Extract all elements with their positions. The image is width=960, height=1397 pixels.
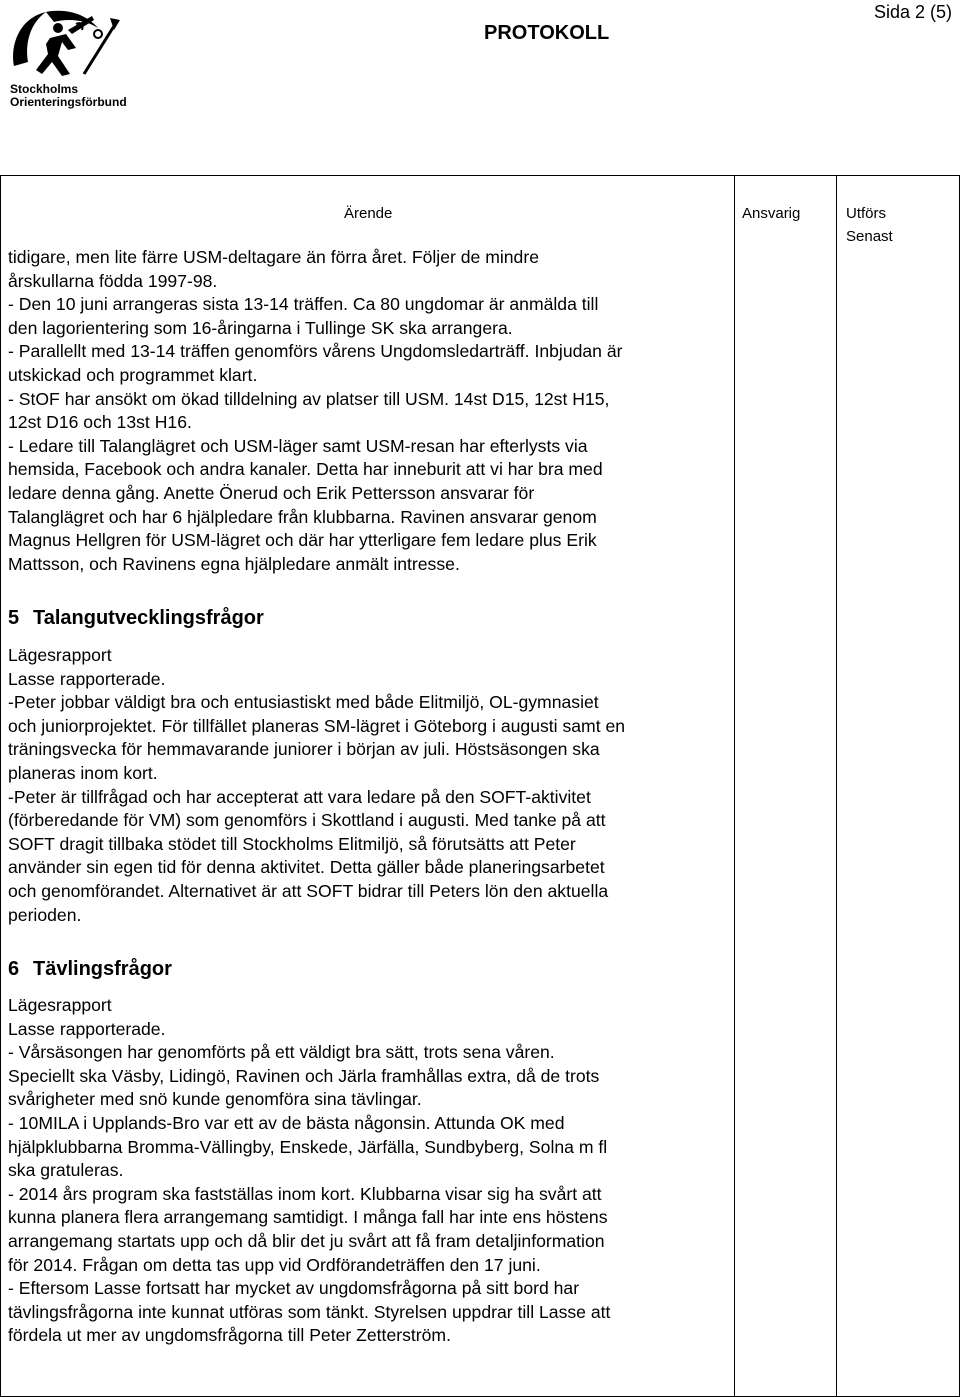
text-line: - 2014 års program ska fastställas inom kort. Klubbarna visar sig ha svårt att [8,1183,602,1204]
text-line: - Vårsäsongen har genomförts på ett väldigt bra sätt, trots sena våren. [8,1042,555,1063]
table-border-left [0,175,1,1397]
logo-line-2: Orienteringsförbund [10,95,127,109]
column-header-arende: Ärende [344,205,393,222]
text-line: kunna planera flera arrangemang samtidigt. I många fall har inte ens höstens [8,1207,608,1228]
text-line: fördela ut mer av ungdomsfrågorna till Peter Zetterström. [8,1325,451,1346]
text-line: 12st D16 och 13st H16. [8,412,192,433]
column-header-senast: Senast [846,228,893,245]
logo-line-1: Stockholms [10,82,79,96]
text-line: - 10MILA i Upplands-Bro var ett av de bästa någonsin. Attunda OK med [8,1112,565,1133]
column-header-utfors: Utförs [846,205,887,222]
text-line: -Peter är tillfrågad och har accepterat att vara ledare på den SOFT-aktivitet [8,786,591,807]
text-line: arrangemang startats upp och då blir det ju svårt att få fram detaljinformation [8,1230,605,1251]
text-line: Magnus Hellgren för USM-lägret och där har ytterligare fem ledare plus Erik [8,530,597,551]
text-line: och genomförandet. Alternativet är att SOFT bidrar till Peters lön den aktuella [8,880,609,901]
text-line: Talanglägret och har 6 hjälpledare från klubbarna. Ravinen ansvarar genom [8,506,597,527]
text-line: (förberedande för VM) som genomförs i Skottland i augusti. Med tanke på att [8,810,606,831]
text-line: Mattsson, och Ravinens egna hjälpledare anmält intresse. [8,553,460,574]
text-line: hemsida, Facebook och andra kanaler. Detta har inneburit att vi har bra med [8,459,603,480]
section-5-body [8,644,730,927]
section-number: 5 [8,607,20,629]
text-line: ska gratuleras. [8,1160,124,1181]
section-heading-5 [8,607,264,630]
subheading-lagesrapport: Lägesrapport [8,645,112,665]
text-line: tävlingsfrågorna inte kunnat utföras som tänkt. Styrelsen uppdrar till Lasse att [8,1301,611,1322]
text-line: träningsvecka för hemmavarande juniorer i början av juli. Höstsäsongen ska [8,739,600,760]
text-line: - Ledare till Talanglägret och USM-läger samt USM-resan har efterlysts via [8,435,588,456]
text-line: hjälpklubbarna Bromma-Vällingby, Enskede, Järfälla, Sundbyberg, Solna m fl [8,1136,608,1157]
text-line: - StOF har ansökt om ökad tilldelning av platser till USM. 14st D15, 12st H15, [8,388,610,409]
text-line: den lagorientering som 16-åringarna i Tullinge SK ska arrangera. [8,317,513,338]
column-header-ansvarig: Ansvarig [742,205,801,222]
text-line: utskickad och programmet klart. [8,364,258,385]
text-line: -Peter jobbar väldigt bra och entusiastiskt med både Elitmiljö, OL-gymnasiet [8,692,599,713]
text-line: perioden. [8,904,82,925]
logo-wordmark [10,83,127,109]
table-border-top [0,175,960,176]
text-line: - Parallellt med 13-14 träffen genomförs vårens Ungdomsledarträff. Inbjudan är [8,341,623,362]
text-line: och juniorprojektet. För tillfället planeras SM-lägret i Göteborg i augusti samt en [8,715,626,736]
page-number: Sida 2 (5) [873,2,952,22]
continued-paragraph [8,246,730,576]
text-line: för 2014. Frågan om detta tas upp vid Ordförandeträffen den 17 juni. [8,1254,541,1275]
text-line: använder sin egen tid för denna aktivitet. Detta gäller både planeringsarbetet [8,857,605,878]
section-heading-6 [8,958,172,981]
text-line: planeras inom kort. [8,762,158,783]
text-line: SOFT dragit tillbaka stödet till Stockholms Elitmiljö, så förutsätts att Peter [8,833,576,854]
section-title: Talangutvecklingsfrågor [33,607,264,629]
text-line: - Eftersom Lasse fortsatt har mycket av ungdomsfrågorna på sitt bord har [8,1278,580,1299]
section-title: Tävlingsfrågor [33,958,172,980]
document-title: PROTOKOLL [484,22,610,44]
text-line: Lasse rapporterade. [8,668,166,689]
column-divider-utfors [836,175,837,1397]
column-divider-ansvarig [734,175,735,1397]
text-line: ledare denna gång. Anette Önerud och Erik Pettersson ansvarar för [8,482,535,503]
orienteer-logo-icon [6,4,136,84]
text-line: Speciellt ska Väsby, Lidingö, Ravinen och Järla framhållas extra, då de trots [8,1065,600,1086]
section-6-body [8,994,730,1348]
text-line: tidigare, men lite färre USM-deltagare än förra året. Följer de mindre [8,247,539,267]
text-line: årskullarna födda 1997-98. [8,270,218,291]
text-line: - Den 10 juni arrangeras sista 13-14 träffen. Ca 80 ungdomar är anmälda till [8,294,599,315]
text-line: Lasse rapporterade. [8,1018,166,1039]
section-number: 6 [8,958,20,980]
sof-logo [6,4,136,112]
text-line: svårigheter med snö kunde genomföra sina tävlingar. [8,1089,422,1110]
subheading-lagesrapport: Lägesrapport [8,995,112,1015]
